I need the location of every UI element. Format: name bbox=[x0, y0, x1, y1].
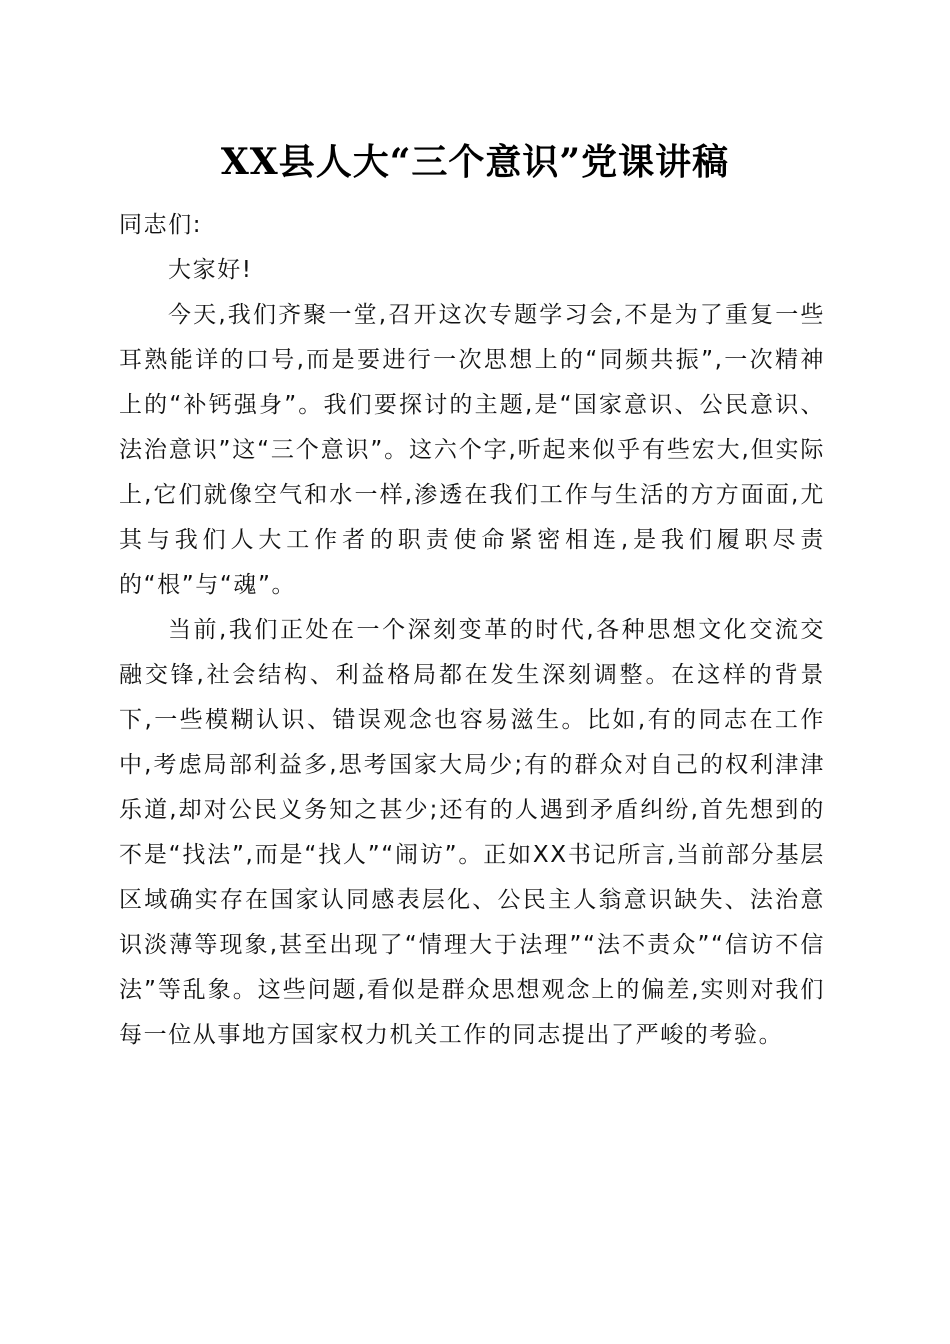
document-body bbox=[119, 203, 825, 1058]
paragraph-introduction: 今天,我们齐聚一堂,召开这次专题学习会,不是为了重复一些耳熟能详的口号,而是要进行一次思想上的“同频共振”,一次精神上的“补钙强身”。我们要探讨的主题,是“国家意识、公民意识、法治意识”这“三个意识”。这六个字,听起来似乎有些宏大,但实际上,它们就像空气和水一样,渗透在我们工作与生活的方方面面,尤其与我们人大工作者的职责使命紧密相连,是我们履职尽责的“根”与“魂”。 bbox=[119, 302, 825, 598]
paragraph-greeting: 大家好! bbox=[168, 257, 253, 283]
document-title: XX县人大“三个意识”党课讲稿 bbox=[220, 141, 730, 183]
paragraph-current-situation: 当前,我们正处在一个深刻变革的时代,各种思想文化交流交融交锋,社会结构、利益格局都在发生深刻调整。在这样的背景下,一些模糊认识、错误观念也容易滋生。比如,有的同志在工作中,考虑局部利益多,思考国家大局少;有的群众对自己的权利津津乐道,却对公民义务知之甚少;还有的人遇到矛盾纠纷,首先想到的不是“找法”,而是“找人”“闹访”。正如XX书记所言,当前部分基层区域确实存在国家认同感表层化、公民主人翁意识缺失、法治意识淡薄等现象,甚至出现了“情理大于法理”“法不责众”“信访不信法”等乱象。这些问题,看似是群众思想观念上的偏差,实则对我们每一位从事地方国家权力机关工作的同志提出了严峻的考验。 bbox=[119, 617, 825, 1048]
salutation: 同志们: bbox=[119, 212, 203, 238]
